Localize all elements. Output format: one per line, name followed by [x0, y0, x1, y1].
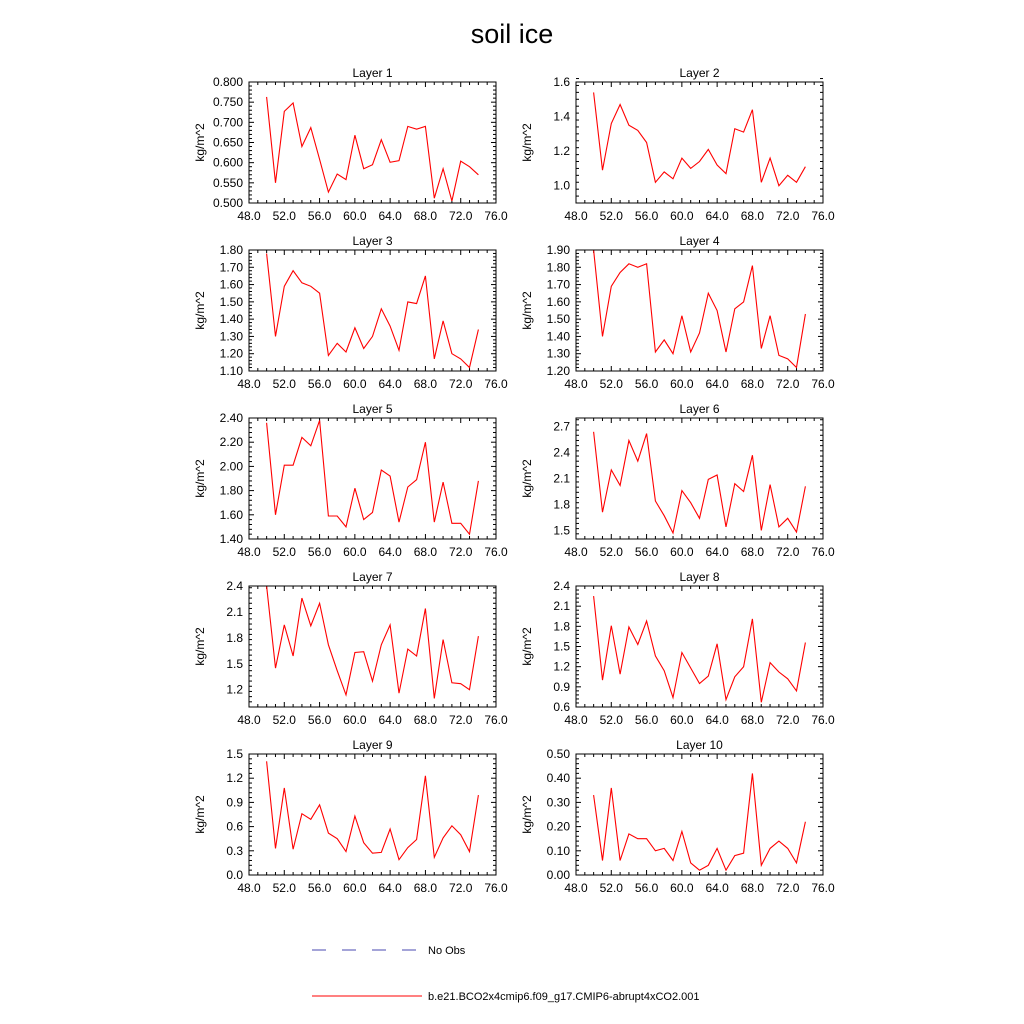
x-tick-label: 76.0 [811, 881, 835, 895]
y-tick-label: 2.00 [219, 459, 243, 474]
x-tick-label: 52.0 [272, 545, 296, 559]
y-tick-label: 1.40 [219, 532, 243, 546]
x-tick-label: 72.0 [449, 545, 473, 559]
y-tick-label: 0.10 [546, 843, 570, 858]
plot-frame [576, 418, 823, 539]
y-tick-label: 1.8 [553, 497, 570, 512]
y-tick-label: 0.6 [226, 819, 243, 834]
y-tick-label: 0.50 [546, 747, 570, 761]
x-tick-label: 52.0 [272, 881, 296, 895]
x-tick-label: 68.0 [413, 209, 438, 223]
y-tick-label: 0.500 [212, 196, 243, 210]
x-tick-label: 52.0 [599, 881, 623, 895]
y-tick-label: 2.4 [553, 445, 570, 460]
x-tick-label: 64.0 [705, 209, 729, 223]
y-tick-label: 1.60 [219, 277, 243, 292]
x-tick-label: 60.0 [343, 881, 367, 895]
y-tick-label: 1.4 [553, 109, 570, 124]
y-tick-label: 1.90 [546, 243, 570, 257]
x-tick-label: 76.0 [811, 209, 835, 223]
y-tick-label: 0.0 [226, 868, 243, 882]
y-tick-label: 1.20 [546, 364, 570, 378]
y-axis-label: kg/m^2 [193, 627, 207, 666]
plot-frame [249, 586, 496, 707]
x-tick-label: 56.0 [634, 209, 659, 223]
x-tick-label: 60.0 [670, 713, 694, 727]
panels-group [193, 66, 835, 895]
series-line [267, 97, 479, 201]
panel-title: Layer 1 [352, 66, 393, 80]
series-line [267, 586, 479, 698]
x-tick-label: 56.0 [307, 881, 332, 895]
plot-frame [576, 250, 823, 371]
x-tick-label: 68.0 [740, 713, 765, 727]
x-tick-label: 60.0 [343, 713, 367, 727]
x-tick-label: 52.0 [272, 377, 296, 391]
y-tick-label: 0.3 [226, 843, 243, 858]
x-tick-label: 48.0 [564, 209, 588, 223]
y-axis-label: kg/m^2 [520, 627, 534, 666]
y-tick-label: 1.40 [546, 329, 570, 344]
x-tick-label: 48.0 [564, 881, 588, 895]
y-tick-label: 0.9 [226, 795, 243, 810]
y-axis-label: kg/m^2 [520, 459, 534, 498]
y-tick-label: 1.2 [226, 771, 243, 786]
series-line [267, 420, 479, 534]
x-tick-label: 68.0 [740, 545, 765, 559]
y-tick-label: 1.6 [553, 75, 570, 89]
x-tick-label: 64.0 [705, 545, 729, 559]
y-tick-label: 0.700 [212, 115, 243, 130]
y-tick-label: 2.20 [219, 435, 243, 450]
x-tick-label: 68.0 [740, 881, 765, 895]
y-tick-label: 1.2 [553, 144, 570, 159]
x-tick-label: 60.0 [343, 545, 367, 559]
y-axis-label: kg/m^2 [520, 123, 534, 162]
plot-frame [249, 250, 496, 371]
x-tick-label: 48.0 [237, 209, 261, 223]
x-tick-label: 76.0 [484, 209, 508, 223]
x-tick-label: 76.0 [811, 713, 835, 727]
y-tick-label: 0.9 [553, 679, 570, 694]
y-tick-label: 0.20 [546, 819, 570, 834]
legend-label: No Obs [428, 945, 466, 957]
series-line [594, 92, 806, 185]
x-tick-label: 56.0 [307, 377, 332, 391]
x-tick-label: 64.0 [378, 377, 402, 391]
panel-layer-6 [520, 402, 835, 559]
y-tick-label: 1.60 [546, 294, 570, 309]
panel-title: Layer 6 [679, 402, 720, 416]
panel-title: Layer 3 [352, 234, 393, 248]
y-tick-label: 1.60 [219, 507, 243, 522]
x-tick-label: 72.0 [449, 713, 473, 727]
panel-layer-10 [520, 738, 835, 895]
panel-title: Layer 4 [679, 234, 720, 248]
y-axis-label: kg/m^2 [520, 291, 534, 330]
y-tick-label: 1.5 [553, 639, 570, 654]
panel-layer-1 [193, 66, 508, 223]
x-tick-label: 76.0 [484, 545, 508, 559]
series-line [594, 432, 806, 533]
x-tick-label: 48.0 [237, 377, 261, 391]
series-line [594, 773, 806, 870]
y-tick-label: 0.800 [212, 75, 243, 89]
x-tick-label: 76.0 [811, 377, 835, 391]
panel-layer-7 [193, 570, 508, 727]
panel-layer-3 [193, 234, 508, 391]
x-tick-label: 76.0 [484, 713, 508, 727]
x-tick-label: 64.0 [378, 545, 402, 559]
y-tick-label: 2.4 [553, 579, 570, 593]
panel-layer-9 [193, 738, 508, 895]
y-tick-label: 1.8 [553, 619, 570, 634]
panel-title: Layer 5 [352, 402, 393, 416]
x-tick-label: 56.0 [307, 713, 332, 727]
x-tick-label: 72.0 [449, 377, 473, 391]
y-tick-label: 0.6 [553, 700, 570, 714]
y-tick-label: 1.0 [553, 178, 570, 193]
y-tick-label: 2.1 [226, 604, 243, 619]
x-tick-label: 60.0 [343, 209, 367, 223]
x-tick-label: 64.0 [705, 713, 729, 727]
x-tick-label: 72.0 [776, 209, 800, 223]
x-tick-label: 56.0 [307, 209, 332, 223]
x-tick-label: 56.0 [307, 545, 332, 559]
x-tick-label: 60.0 [343, 377, 367, 391]
legend [312, 945, 700, 1003]
x-tick-label: 72.0 [776, 881, 800, 895]
plot-frame [576, 586, 823, 707]
x-tick-label: 52.0 [599, 545, 623, 559]
panel-layer-8 [520, 570, 835, 727]
y-tick-label: 0.750 [212, 95, 243, 110]
y-tick-label: 1.30 [546, 346, 570, 361]
x-tick-label: 64.0 [378, 209, 402, 223]
panel-title: Layer 10 [676, 738, 723, 752]
x-tick-label: 52.0 [599, 713, 623, 727]
y-tick-label: 0.650 [212, 135, 243, 150]
y-axis-label: kg/m^2 [193, 459, 207, 498]
y-tick-label: 1.50 [546, 312, 570, 327]
x-tick-label: 52.0 [272, 209, 296, 223]
y-tick-label: 0.30 [546, 795, 570, 810]
x-tick-label: 68.0 [413, 377, 438, 391]
y-tick-label: 2.7 [553, 419, 570, 434]
panel-layer-2 [520, 66, 835, 223]
x-tick-label: 56.0 [634, 377, 659, 391]
x-tick-label: 48.0 [237, 545, 261, 559]
legend-label: b.e21.BCO2x4cmip6.f09_g17.CMIP6-abrupt4xCO2.001 [428, 991, 700, 1003]
y-axis-label: kg/m^2 [193, 123, 207, 162]
y-tick-label: 1.20 [219, 346, 243, 361]
y-tick-label: 1.40 [219, 312, 243, 327]
panel-title: Layer 8 [679, 570, 720, 584]
y-tick-label: 2.1 [553, 599, 570, 614]
x-tick-label: 68.0 [740, 209, 765, 223]
plot-frame [249, 418, 496, 539]
y-tick-label: 1.5 [226, 656, 243, 671]
y-tick-label: 0.40 [546, 771, 570, 786]
series-line [594, 596, 806, 702]
plot-frame [576, 82, 823, 203]
y-tick-label: 1.2 [553, 659, 570, 674]
series-line [267, 254, 479, 368]
x-tick-label: 56.0 [634, 881, 659, 895]
plot-frame [249, 82, 496, 203]
x-tick-label: 52.0 [599, 209, 623, 223]
x-tick-label: 52.0 [272, 713, 296, 727]
x-tick-label: 72.0 [449, 209, 473, 223]
y-tick-label: 2.4 [226, 579, 243, 593]
y-tick-label: 0.600 [212, 155, 243, 170]
y-tick-label: 1.80 [546, 260, 570, 275]
x-tick-label: 76.0 [484, 881, 508, 895]
x-tick-label: 72.0 [776, 377, 800, 391]
x-tick-label: 52.0 [599, 377, 623, 391]
y-tick-label: 2.40 [219, 411, 243, 425]
series-line [594, 250, 806, 368]
panel-title: Layer 9 [352, 738, 393, 752]
x-tick-label: 60.0 [670, 545, 694, 559]
y-tick-label: 2.1 [553, 471, 570, 486]
y-tick-label: 0.550 [212, 175, 243, 190]
panel-layer-5 [193, 402, 508, 559]
x-tick-label: 60.0 [670, 209, 694, 223]
x-tick-label: 48.0 [237, 881, 261, 895]
y-axis-label: kg/m^2 [193, 291, 207, 330]
figure-title: soil ice [470, 19, 554, 49]
y-tick-label: 1.80 [219, 243, 243, 257]
x-tick-label: 60.0 [670, 377, 694, 391]
y-tick-label: 1.8 [226, 630, 243, 645]
x-tick-label: 48.0 [564, 713, 588, 727]
x-tick-label: 72.0 [776, 545, 800, 559]
x-tick-label: 68.0 [413, 881, 438, 895]
plot-frame [249, 754, 496, 875]
y-tick-label: 1.70 [546, 277, 570, 292]
x-tick-label: 72.0 [449, 881, 473, 895]
x-tick-label: 68.0 [413, 713, 438, 727]
y-tick-label: 1.5 [226, 747, 243, 761]
x-tick-label: 48.0 [564, 377, 588, 391]
x-tick-label: 76.0 [811, 545, 835, 559]
y-axis-label: kg/m^2 [193, 795, 207, 834]
x-tick-label: 76.0 [484, 377, 508, 391]
y-tick-label: 1.30 [219, 329, 243, 344]
y-tick-label: 1.50 [219, 294, 243, 309]
y-tick-label: 1.70 [219, 260, 243, 275]
x-tick-label: 64.0 [378, 713, 402, 727]
x-tick-label: 64.0 [705, 881, 729, 895]
x-tick-label: 48.0 [237, 713, 261, 727]
x-tick-label: 56.0 [634, 713, 659, 727]
panel-title: Layer 2 [679, 66, 720, 80]
y-tick-label: 1.5 [553, 523, 570, 538]
panel-layer-4 [520, 234, 835, 391]
x-tick-label: 68.0 [740, 377, 765, 391]
series-line [267, 761, 479, 859]
x-tick-label: 64.0 [378, 881, 402, 895]
x-tick-label: 60.0 [670, 881, 694, 895]
y-tick-label: 0.00 [546, 868, 570, 882]
x-tick-label: 56.0 [634, 545, 659, 559]
x-tick-label: 64.0 [705, 377, 729, 391]
x-tick-label: 68.0 [413, 545, 438, 559]
plot-frame [576, 754, 823, 875]
x-tick-label: 72.0 [776, 713, 800, 727]
y-tick-label: 1.2 [226, 682, 243, 697]
x-tick-label: 48.0 [564, 545, 588, 559]
y-tick-label: 1.10 [219, 364, 243, 378]
panel-title: Layer 7 [352, 570, 393, 584]
y-tick-label: 1.80 [219, 483, 243, 498]
y-axis-label: kg/m^2 [520, 795, 534, 834]
